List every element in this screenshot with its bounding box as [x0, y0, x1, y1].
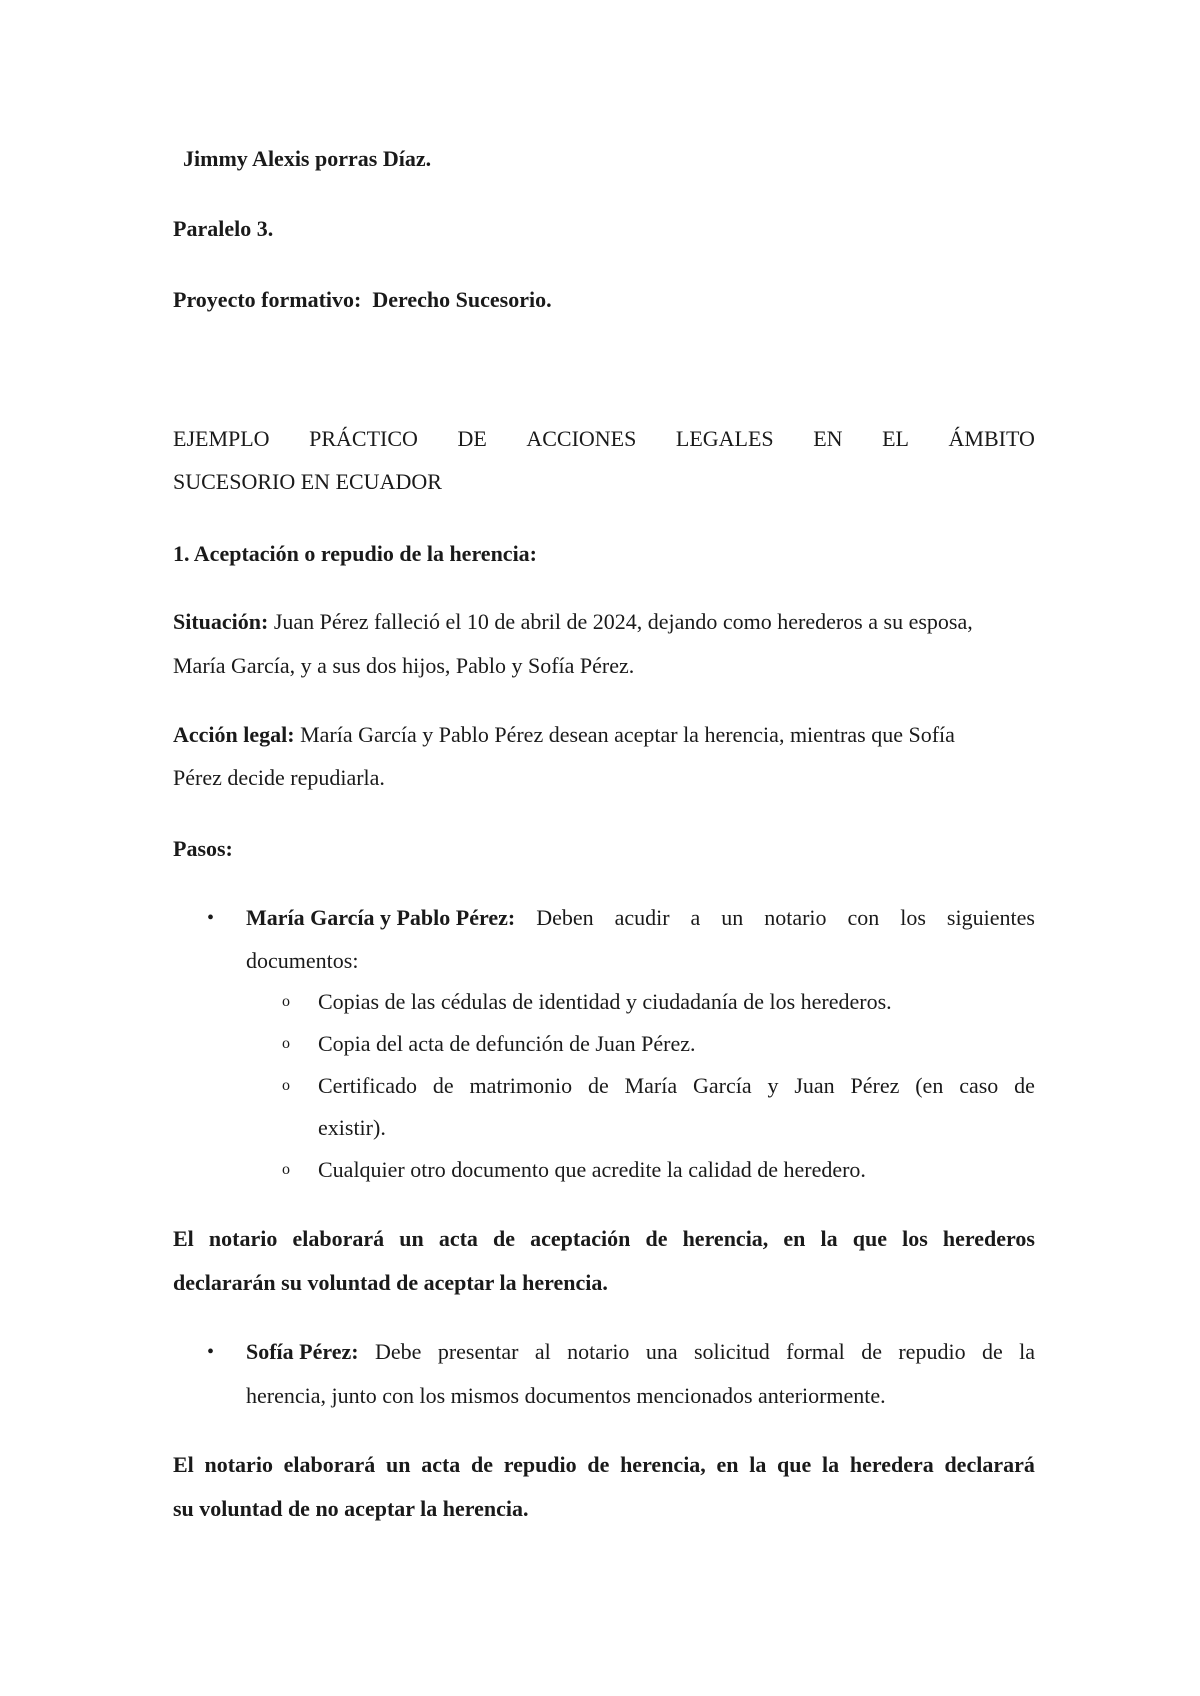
justified-word: declarará [944, 1452, 1035, 1477]
justified-word: EL [882, 426, 909, 451]
justified-word: herederos [942, 1226, 1035, 1251]
justified-word: en [716, 1452, 739, 1477]
justified-word: ÁMBITO [948, 426, 1035, 451]
justified-word: DE [457, 426, 487, 451]
justified-word: Debe [375, 1339, 422, 1364]
accion-line-2: Pérez decide repudiarla. [173, 765, 385, 790]
justified-word: de [645, 1226, 668, 1251]
accion-label: Acción legal: [173, 722, 295, 747]
justified-word: en [783, 1226, 806, 1251]
justified-word: acta [438, 1226, 478, 1251]
repudio-paragraph-line-2: su voluntad de no aceptar la herencia. [173, 1496, 529, 1521]
justified-word: elaborará [283, 1452, 376, 1477]
justified-word: presentar [437, 1339, 519, 1364]
accion-line-1 [173, 724, 955, 746]
bullet-marker: • [207, 1341, 215, 1363]
paralelo: Paralelo 3. [173, 216, 274, 241]
justified-word: a [690, 905, 701, 930]
justified-word: EJEMPLO [173, 426, 270, 451]
justified-word: El [173, 1226, 194, 1251]
sub-item-3-line-2: existir). [318, 1115, 386, 1140]
justified-word: notario [208, 1226, 278, 1251]
justified-word: acta [421, 1452, 461, 1477]
situacion-line-2: María García, y a sus dos hijos, Pablo y Sofía Pérez. [173, 653, 635, 678]
justified-word: de [587, 1073, 609, 1098]
proyecto-value: Derecho Sucesorio. [372, 287, 552, 312]
bullet1-line-2: documentos: [246, 948, 359, 973]
sub-item-3-line-1 [318, 1075, 1035, 1097]
justified-word: la [820, 1226, 838, 1251]
sub-bullet-marker: o [282, 1035, 290, 1052]
bullet-marker: • [207, 907, 215, 929]
justified-word: notario [567, 1339, 630, 1364]
justified-word: solicitud [693, 1339, 770, 1364]
justified-word: un [721, 905, 744, 930]
justified-word: la [749, 1452, 767, 1477]
justified-word: repudio [503, 1452, 577, 1477]
justified-word: de [493, 1226, 516, 1251]
aceptacion-paragraph-line-2: declararán su voluntad de aceptar la herencia. [173, 1270, 608, 1295]
justified-word: ACCIONES [526, 426, 637, 451]
justified-word: caso [959, 1073, 999, 1098]
justified-word: acudir [614, 905, 670, 930]
student-name: Jimmy Alexis porras Díaz. [183, 146, 432, 171]
document-title-line-2: SUCESORIO EN ECUADOR [173, 469, 442, 494]
justified-word: los [902, 1226, 928, 1251]
justified-word: que [852, 1226, 888, 1251]
sub-bullet-marker: o [282, 1161, 290, 1178]
justified-word: de [587, 1452, 610, 1477]
proyecto-label: Proyecto formativo: [173, 287, 362, 312]
justified-word: un [399, 1226, 424, 1251]
justified-word: y [767, 1073, 779, 1098]
justified-word: la [822, 1452, 840, 1477]
sub-item-2: Copia del acta de defunción de Juan Pérez. [318, 1031, 696, 1056]
justified-word: repudio [898, 1339, 966, 1364]
sub-bullet-marker: o [282, 993, 290, 1010]
justified-word: de [432, 1073, 454, 1098]
justified-word: elaborará [292, 1226, 385, 1251]
justified-word: formal [786, 1339, 845, 1364]
bullet2-line-1 [246, 1341, 1035, 1363]
justified-word: con [847, 905, 880, 930]
justified-word: Juan [794, 1073, 835, 1098]
justified-word: la [1019, 1339, 1035, 1364]
accion-text-1: María García y Pablo Pérez desean aceptar la herencia, mientras que Sofía [300, 722, 955, 747]
justified-word: Deben [536, 905, 594, 930]
justified-word: herencia, [682, 1226, 769, 1251]
justified-word: Certificado [318, 1073, 417, 1098]
justified-word: El [173, 1452, 194, 1477]
justified-word: María [624, 1073, 678, 1098]
justified-word: que [777, 1452, 812, 1477]
proyecto-line [173, 289, 552, 311]
section-heading: 1. Aceptación o repudio de la herencia: [173, 541, 538, 566]
sub-bullet-marker: o [282, 1077, 290, 1094]
situacion-line-1 [173, 611, 973, 633]
pasos-label: Pasos: [173, 836, 233, 861]
justified-word: un [386, 1452, 411, 1477]
justified-word: los [900, 905, 926, 930]
situacion-text-1: Juan Pérez falleció el 10 de abril de 2024, dejando como herederos a su esposa, [273, 609, 973, 634]
justified-word: de [981, 1339, 1003, 1364]
justified-word: PRÁCTICO [309, 426, 418, 451]
justified-word: LEGALES [675, 426, 774, 451]
bullet1-line-1 [246, 907, 1035, 929]
document-title-line-1 [173, 428, 1035, 450]
justified-word: matrimonio [469, 1073, 573, 1098]
bullet2-label: Sofía Pérez: [246, 1339, 359, 1364]
justified-word: heredera [849, 1452, 934, 1477]
justified-word: de [471, 1452, 493, 1477]
justified-word: EN [813, 426, 843, 451]
justified-word: notario [204, 1452, 273, 1477]
situacion-label: Situación: [173, 609, 269, 634]
justified-word: García [692, 1073, 752, 1098]
sub-item-4: Cualquier otro documento que acredite la calidad de heredero. [318, 1157, 866, 1182]
justified-word: aceptación [530, 1226, 631, 1251]
justified-word: siguientes [946, 905, 1035, 930]
bullet1-label: María García y Pablo Pérez: [246, 905, 516, 930]
aceptacion-paragraph-line-1 [173, 1228, 1035, 1250]
justified-word: una [645, 1339, 678, 1364]
justified-word: de [1014, 1073, 1035, 1098]
justified-word: (en [915, 1073, 944, 1098]
sub-item-1: Copias de las cédulas de identidad y ciudadanía de los herederos. [318, 989, 892, 1014]
justified-word: al [534, 1339, 551, 1364]
repudio-paragraph-line-1 [173, 1454, 1035, 1476]
justified-word: de [861, 1339, 882, 1364]
justified-word: Pérez [850, 1073, 900, 1098]
justified-word: herencia, [620, 1452, 706, 1477]
justified-word: notario [764, 905, 827, 930]
bullet2-line-2: herencia, junto con los mismos documentos mencionados anteriormente. [246, 1383, 886, 1408]
